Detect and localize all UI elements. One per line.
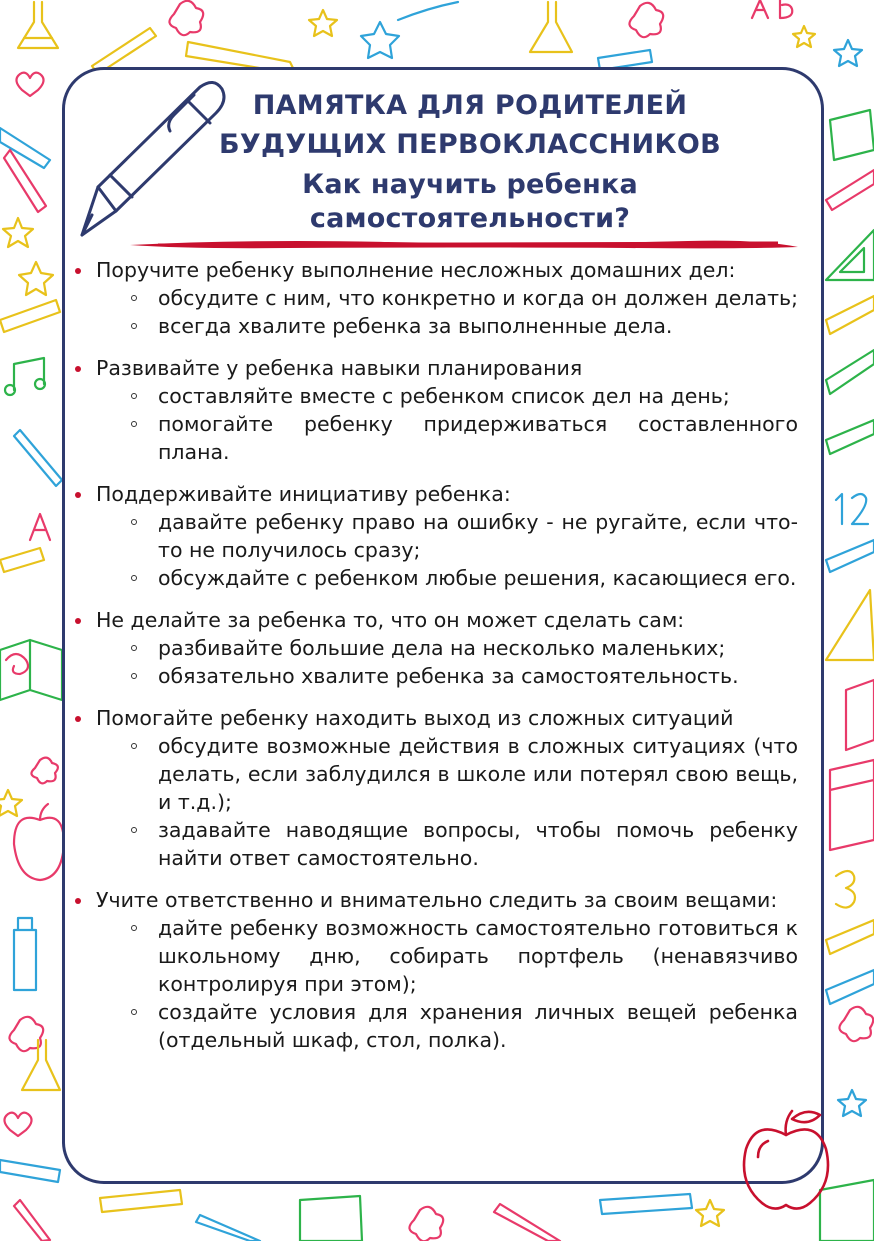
tip-heading xyxy=(74,354,798,382)
star-icon xyxy=(309,10,337,36)
letters-ab-icon xyxy=(752,0,792,18)
tip-section xyxy=(74,606,798,690)
tip-item xyxy=(74,662,798,690)
circle-bullet-icon xyxy=(131,421,137,427)
ruler-icon xyxy=(826,350,874,394)
tip-item xyxy=(74,284,798,312)
heart-icon xyxy=(16,73,43,96)
pencil-icon xyxy=(0,1160,60,1182)
tip-heading-text: Развивайте у ребенка навыки планирования xyxy=(96,356,583,380)
book-icon xyxy=(830,110,874,160)
ruler-icon xyxy=(826,540,874,572)
tip-item xyxy=(74,564,798,592)
ruler-icon xyxy=(826,920,874,954)
memo-title-line-1: ПАМЯТКА ДЛЯ РОДИТЕЛЕЙ xyxy=(252,90,688,121)
pencil-icon xyxy=(14,430,62,486)
tip-section xyxy=(74,704,798,872)
flask-icon xyxy=(530,2,572,52)
memo-content xyxy=(74,256,798,1068)
tip-item-text: обсуждайте с ребенком любые решения, касающиеся его. xyxy=(158,566,797,590)
letter-a-icon xyxy=(30,514,50,540)
memo-title-line-2: БУДУЩИХ ПЕРВОКЛАССНИКОВ xyxy=(219,129,721,160)
swirl-icon xyxy=(6,654,28,674)
tip-heading-text: Не делайте за ребенка то, что он может сделать сам: xyxy=(96,608,685,632)
tip-item xyxy=(74,410,798,466)
star-icon xyxy=(793,26,815,47)
pencil-icon xyxy=(14,1200,50,1241)
pencil-icon xyxy=(826,970,874,1004)
circle-bullet-icon xyxy=(131,575,137,581)
red-bullet-icon xyxy=(75,268,81,274)
tip-item-text: разбивайте большие дела на несколько маленьких; xyxy=(158,636,726,660)
book-icon xyxy=(846,680,874,750)
triangle-ruler-icon xyxy=(826,590,874,660)
pencil-icon xyxy=(826,296,874,334)
tip-item-text: обсудите с ним, что конкретно и когда он должен делать; xyxy=(158,286,798,310)
music-note-icon xyxy=(14,358,44,390)
tip-heading-text: Поручите ребенку выполнение несложных домашних дел: xyxy=(96,258,736,282)
pencil-icon xyxy=(196,1215,260,1241)
tip-heading xyxy=(74,256,798,284)
tip-item-text: создайте условия для хранения личных вещей ребенка (отдельный шкаф, стол, полка). xyxy=(158,1000,798,1052)
tip-item-text: обязательно хвалите ребенка за самостоятельность. xyxy=(158,664,739,688)
tip-heading xyxy=(74,704,798,732)
tip-item xyxy=(74,816,798,872)
book-icon xyxy=(0,640,62,700)
red-bullet-icon xyxy=(75,492,81,498)
red-bullet-icon xyxy=(75,898,81,904)
ruler-icon xyxy=(0,548,44,572)
flask-icon xyxy=(18,2,58,48)
red-brush-underline xyxy=(128,233,800,255)
circle-bullet-icon xyxy=(131,295,137,301)
tip-item-text: задавайте наводящие вопросы, чтобы помочь ребенку найти ответ самостоятельно. xyxy=(158,818,798,870)
circle-bullet-icon xyxy=(131,645,137,651)
tip-item xyxy=(74,732,798,816)
circle-bullet-icon xyxy=(131,925,137,931)
tip-item-text: обсудите возможные действия в сложных ситуациях (что делать, если заблудился в школе или потерял свою вещь, и т.д.); xyxy=(158,734,798,814)
flower-icon xyxy=(169,1,203,35)
tip-item-text: помогайте ребенку придерживаться составленного плана. xyxy=(158,412,798,464)
tip-item xyxy=(74,998,798,1054)
tip-heading-text: Поддерживайте инициативу ребенка: xyxy=(96,482,511,506)
ruler-icon xyxy=(0,300,60,332)
pencil-icon xyxy=(494,1204,560,1241)
heart-icon xyxy=(4,1113,31,1136)
book-icon xyxy=(830,760,874,850)
star-icon xyxy=(838,1090,866,1116)
circle-bullet-icon xyxy=(131,519,137,525)
tip-section xyxy=(74,354,798,466)
star-icon xyxy=(19,262,53,295)
tip-item xyxy=(74,914,798,998)
flower-icon xyxy=(409,1207,443,1241)
tip-item xyxy=(74,312,798,340)
star-icon xyxy=(0,790,22,816)
flower-icon xyxy=(629,3,663,37)
glue-icon xyxy=(14,918,36,990)
circle-bullet-icon xyxy=(131,673,137,679)
red-bullet-icon xyxy=(75,716,81,722)
tip-heading xyxy=(74,886,798,914)
circle-bullet-icon xyxy=(131,743,137,749)
red-bullet-icon xyxy=(75,366,81,372)
tip-section xyxy=(74,886,798,1054)
tip-item-text: всегда хвалите ребенка за выполненные дела. xyxy=(158,314,673,338)
pencil-icon xyxy=(826,170,874,210)
ruler-icon xyxy=(100,1190,182,1212)
circle-bullet-icon xyxy=(131,393,137,399)
number-3-icon xyxy=(836,871,855,908)
memo-header xyxy=(150,86,790,236)
red-bullet-icon xyxy=(75,618,81,624)
memo-subtitle-line-2: самостоятельности? xyxy=(309,203,631,234)
tip-heading-text: Помогайте ребенку находить выход из сложных ситуаций xyxy=(96,706,734,730)
ruler-icon xyxy=(600,1194,692,1214)
circle-bullet-icon xyxy=(131,827,137,833)
tip-section xyxy=(74,480,798,592)
ruler-icon xyxy=(826,420,874,454)
tip-item xyxy=(74,634,798,662)
flower-icon xyxy=(31,758,57,784)
star-icon xyxy=(834,40,862,66)
circle-bullet-icon xyxy=(131,1009,137,1015)
tip-item-text: составляйте вместе с ребенком список дел на день; xyxy=(158,384,730,408)
tip-item-text: дайте ребенку возможность самостоятельно готовиться к школьному дню, собирать портфель (ненавязчиво контролируя при этом); xyxy=(158,916,798,996)
flower-icon xyxy=(839,1007,873,1041)
tip-item xyxy=(74,382,798,410)
circle-bullet-icon xyxy=(131,323,137,329)
apple-icon xyxy=(736,1105,836,1215)
star-icon xyxy=(696,1200,724,1226)
memo-subtitle-line-1: Как научить ребенка xyxy=(302,169,638,200)
shooting-star-icon xyxy=(361,2,458,58)
pencil-icon xyxy=(4,150,46,212)
number-12-icon xyxy=(836,494,868,524)
star-icon xyxy=(3,218,33,247)
tip-item xyxy=(74,508,798,564)
tip-heading xyxy=(74,606,798,634)
apple-icon xyxy=(14,804,64,880)
book-icon xyxy=(300,1196,362,1241)
tip-item-text: давайте ребенку право на ошибку - не ругайте, если что-то не получилось сразу; xyxy=(158,510,798,562)
tip-section xyxy=(74,256,798,340)
tip-heading-text: Учите ответственно и внимательно следить за своим вещами: xyxy=(96,888,778,912)
tip-heading xyxy=(74,480,798,508)
triangle-ruler-icon xyxy=(826,230,874,280)
flask-icon xyxy=(22,1040,60,1090)
